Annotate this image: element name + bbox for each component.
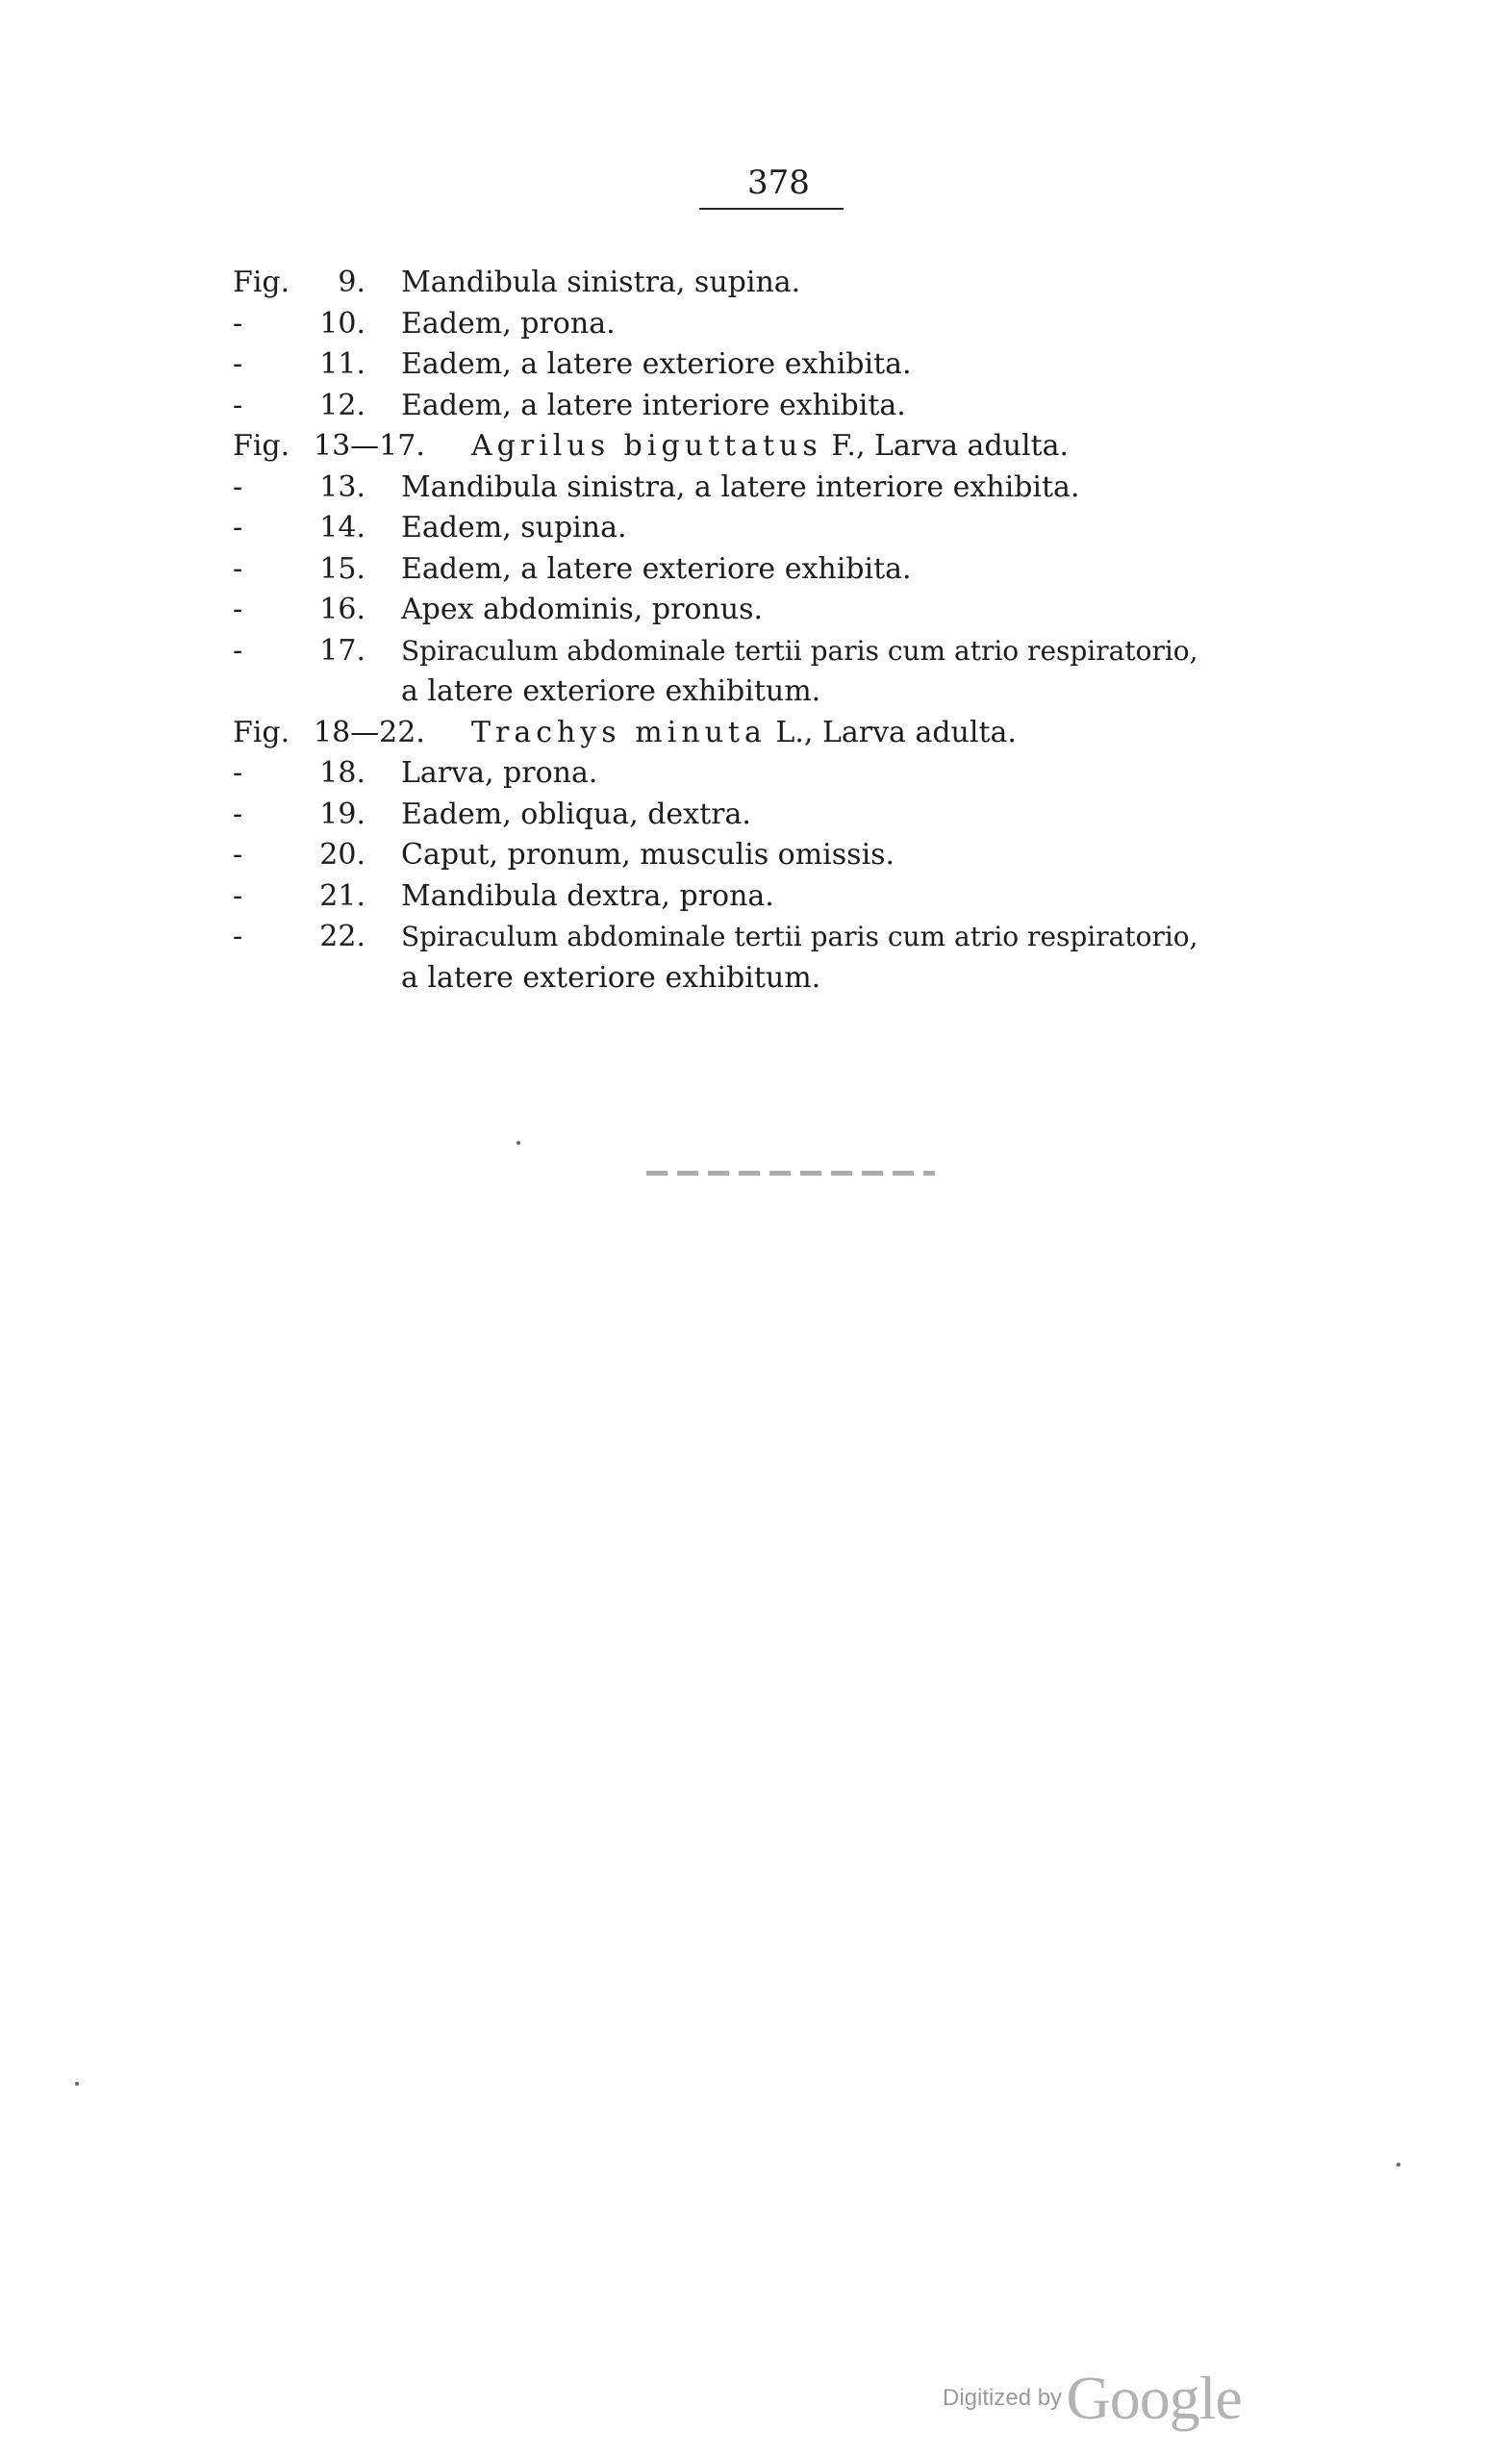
entry-number: 19. — [319, 798, 365, 831]
entry-prefix: - — [233, 920, 243, 953]
entry-caption: Eadem, a latere exteriore exhibita. — [401, 552, 912, 586]
entry-caption: Larva, prona. — [401, 756, 598, 790]
entry-number: 21. — [319, 879, 365, 913]
entry-number: 11. — [319, 347, 365, 381]
entry-caption: Caput, pronum, musculis omissis. — [401, 838, 895, 872]
entry-prefix: - — [233, 634, 243, 668]
digitized-by-label: Digitized by — [943, 2385, 1063, 2411]
caption-entry — [0, 754, 1512, 793]
entry-caption: Trachys minuta L., Larva adulta. — [471, 716, 1017, 749]
entry-number: 13. — [319, 470, 365, 504]
caption-entry — [0, 345, 1512, 384]
entry-caption: Spiraculum abdominale tertii paris cum atrio respiratorio, — [401, 635, 1198, 667]
caption-entry — [0, 509, 1512, 547]
entry-number: 12. — [319, 389, 365, 422]
entry-prefix: - — [233, 511, 243, 545]
entry-prefix: Fig. — [233, 716, 290, 749]
entry-caption: Eadem, obliqua, dextra. — [401, 798, 751, 831]
entry-prefix: - — [233, 838, 243, 872]
entry-prefix: - — [233, 593, 243, 626]
entry-prefix: - — [233, 470, 243, 504]
entry-caption: Spiraculum abdominale tertii paris cum atrio respiratorio, — [401, 921, 1198, 952]
entry-caption: Eadem, supina. — [401, 511, 627, 545]
entry-caption: Mandibula dextra, prona. — [401, 879, 774, 913]
entry-number-range: 13—17. — [314, 429, 425, 463]
entry-number: 18. — [319, 756, 365, 790]
entry-prefix: - — [233, 798, 243, 831]
page-number: 378 — [747, 164, 810, 202]
entry-number: 9. — [338, 266, 365, 299]
entry-number: 15. — [319, 552, 365, 586]
entry-number: 14. — [319, 511, 365, 545]
caption-entry — [0, 387, 1512, 425]
page-number-rule — [699, 208, 844, 210]
caption-entry — [0, 264, 1512, 302]
caption-heading-entry — [0, 427, 1512, 466]
caption-heading-entry — [0, 714, 1512, 752]
caption-entry — [0, 550, 1512, 589]
print-smear — [646, 1171, 935, 1176]
entry-number: 22. — [319, 920, 365, 953]
entry-caption: a latere exteriore exhibitum. — [401, 961, 821, 995]
entry-caption: Mandibula sinistra, supina. — [401, 266, 801, 299]
caption-entry — [0, 591, 1512, 629]
google-logo: Google — [1066, 2364, 1242, 2432]
entry-number: 16. — [319, 593, 365, 626]
caption-entry — [0, 796, 1512, 834]
entry-caption: Eadem, a latere exteriore exhibita. — [401, 347, 912, 381]
caption-entry — [0, 469, 1512, 507]
caption-entry — [0, 877, 1512, 916]
entry-prefix: - — [233, 307, 243, 341]
entry-caption: Agrilus biguttatus F., Larva adulta. — [471, 429, 1070, 463]
entry-prefix: - — [233, 756, 243, 790]
caption-continuation — [0, 959, 1512, 998]
entry-number: 20. — [319, 838, 365, 872]
entry-number: 10. — [319, 307, 365, 341]
speck — [75, 2082, 79, 2086]
speck — [517, 1141, 520, 1145]
entry-caption: Eadem, prona. — [401, 307, 616, 341]
entry-caption: Apex abdominis, pronus. — [401, 593, 764, 626]
entry-number-range: 18—22. — [314, 716, 425, 749]
entry-caption: a latere exteriore exhibitum. — [401, 674, 821, 708]
entry-prefix: Fig. — [233, 429, 290, 463]
caption-entry — [0, 918, 1512, 956]
digitized-by-google-watermark — [943, 2363, 1242, 2434]
entry-prefix: - — [233, 552, 243, 586]
entry-caption: Eadem, a latere interiore exhibita. — [401, 389, 906, 422]
speck — [1397, 2163, 1400, 2166]
entry-caption: Mandibula sinistra, a latere interiore exhibita. — [401, 470, 1080, 504]
entry-prefix: - — [233, 879, 243, 913]
entry-prefix: - — [233, 347, 243, 381]
entry-prefix: Fig. — [233, 266, 290, 299]
caption-entry — [0, 632, 1512, 671]
entry-number: 17. — [319, 634, 365, 668]
caption-continuation — [0, 672, 1512, 711]
caption-entry — [0, 836, 1512, 874]
entry-prefix: - — [233, 389, 243, 422]
caption-entry — [0, 305, 1512, 343]
